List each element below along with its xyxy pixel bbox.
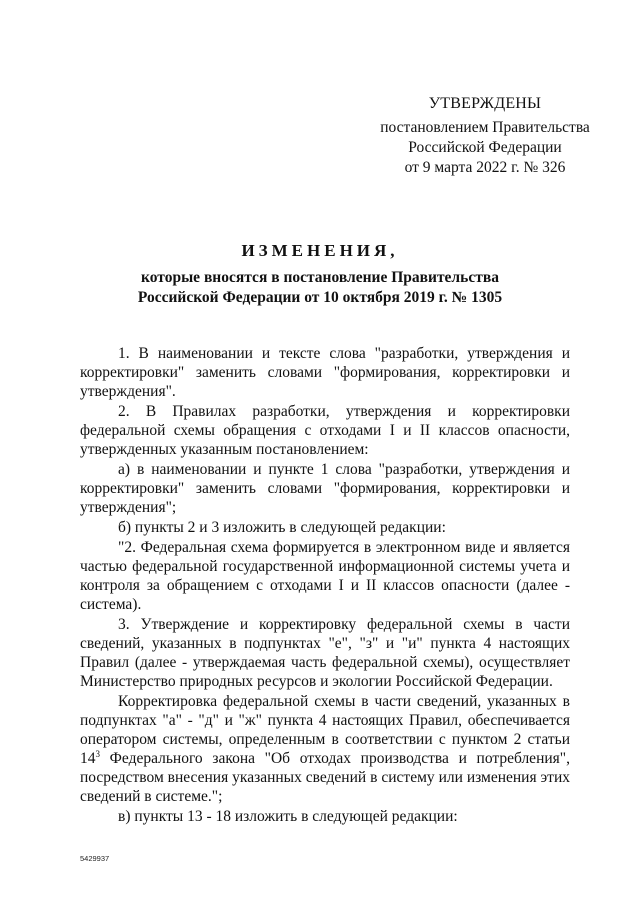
approval-line-1: постановлением Правительства bbox=[380, 119, 590, 136]
paragraph-1: 1. В наименовании и тексте слова "разработки, утверждения и корректировки" заменить словами "формирования, корректировки и утверждения". bbox=[80, 345, 570, 400]
document-subtitle bbox=[60, 268, 580, 308]
approval-block bbox=[360, 94, 610, 178]
subtitle-line-1: которые вносятся в постановление Правительства bbox=[141, 269, 499, 286]
subtitle-line-2: Российской Федерации от 10 октября 2019 г. № 1305 bbox=[137, 289, 503, 306]
approval-heading: УТВЕРЖДЕНЫ bbox=[428, 95, 542, 112]
paragraph-6: 3. Утверждение и корректировку федеральной схемы в части сведений, указанных в подпунктах "е", "з" и "и" пункта 4 настоящих Правил (далее - утверждаемая часть федеральной схемы), осуществляет Министерство природных ресурсов и экологии Российской Федерации. bbox=[80, 616, 570, 690]
approval-line-2: Российской Федерации bbox=[408, 139, 562, 156]
paragraph-5: "2. Федеральная схема формируется в электронном виде и является частью федеральной государственной информационной системы учета и контроля за обращением с отходами I и II классов опасности (далее - система). bbox=[80, 539, 570, 613]
paragraph-7-after: Федерального закона "Об отходах производства и потребления", посредством внесения указанных сведений в систему или изменения этих сведений в системе."; bbox=[80, 750, 570, 805]
approval-line-3: от 9 марта 2022 г. № 326 bbox=[404, 159, 566, 176]
document-body bbox=[80, 344, 570, 827]
paragraph-7 bbox=[80, 692, 570, 806]
document-title: ИЗМЕНЕНИЯ, bbox=[241, 241, 399, 260]
paragraph-7-before: Корректировка федеральной схемы в части сведений, указанных в подпунктах "а" - "д" и "ж" пункта 4 настоящих Правил, обеспечивается оператором системы, определенным в соответствии с пунктом 2 статьи 14 bbox=[80, 693, 570, 767]
paragraph-8: в) пункты 13 - 18 изложить в следующей редакции: bbox=[118, 808, 458, 825]
superscript-3: 3 bbox=[95, 748, 100, 759]
paragraph-4: б) пункты 2 и 3 изложить в следующей редакции: bbox=[118, 519, 446, 536]
paragraph-3: а) в наименовании и пункте 1 слова "разработки, утверждения и корректировки" заменить словами "формирования, корректировки и утверждения"; bbox=[80, 461, 570, 516]
footer-code: 5429937 bbox=[80, 854, 110, 863]
paragraph-2: 2. В Правилах разработки, утверждения и корректировки федеральной схемы обращения с отходами I и II классов опасности, утвержденных указанным постановлением: bbox=[80, 403, 570, 458]
